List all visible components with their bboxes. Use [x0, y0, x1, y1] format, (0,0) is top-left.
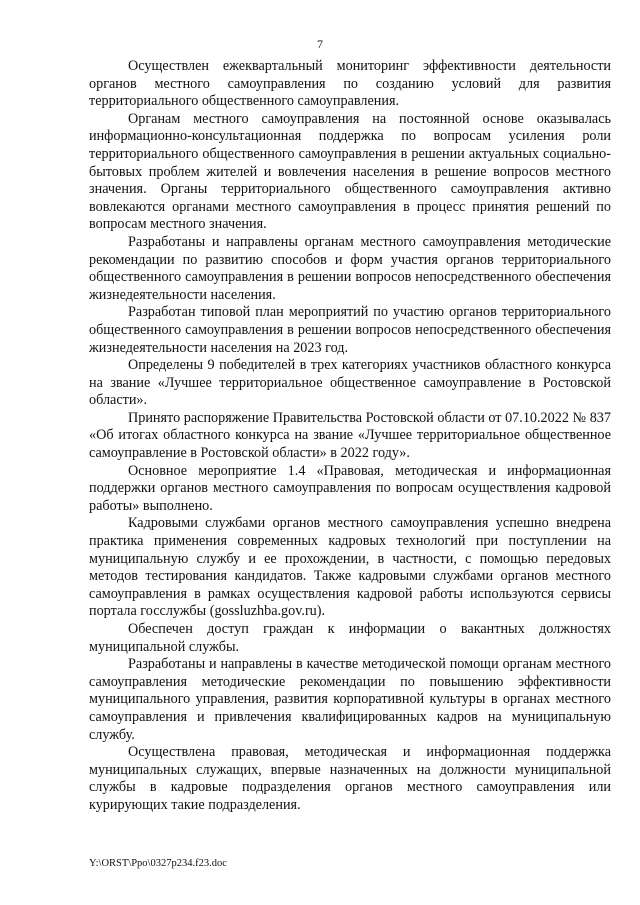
paragraph: Определены 9 победителей в трех категориях участников областного конкурса на звание «Лучшее территориальное общественное самоуправление в Ростовской области».	[89, 357, 611, 409]
paragraph: Кадровыми службами органов местного самоуправления успешно внедрена практика применения современных кадровых технологий при поступлении на муниципальную службу и ее прохождении, в частности, с помощью передовых методов тестирования кандидатов. Также кадровыми службами органов местного самоуправления в рамках осуществления кадровой работы используются сервисы портала госслужбы (gossluzhba.gov.ru).	[89, 515, 611, 620]
footer-file-path: Y:\ORST\Ppo\0327p234.f23.doc	[89, 858, 227, 869]
paragraph: Органам местного самоуправления на постоянной основе оказывалась информационно-консультационная поддержка по вопросам усиления роли территориального общественного самоуправления в решении актуальных социально-бытовых проблем жителей и вовлечения населения в решение вопросов местного значения. Органы территориального общественного самоуправления активно вовлекаются органами местного самоуправления в процесс принятия решений по вопросам местного значения.	[89, 110, 611, 233]
paragraph: Разработаны и направлены в качестве методической помощи органам местного самоуправления методические рекомендации по повышению эффективности муниципального управления, развития корпоративной культуры в органах местного самоуправления и привлечения квалифицированных кадров на муниципальную службу.	[89, 656, 611, 743]
paragraph: Осуществлена правовая, методическая и информационная поддержка муниципальных служащих, впервые назначенных на должности муниципальной службы в кадровые подразделения органов местного самоуправления или курирующих такие подразделения.	[89, 744, 611, 813]
paragraph: Осуществлен ежеквартальный мониторинг эффективности деятельности органов местного самоуправления по созданию условий для развития территориального общественного самоуправления.	[89, 58, 611, 110]
paragraph: Основное мероприятие 1.4 «Правовая, методическая и информационная поддержки органов местного самоуправления по вопросам осуществления кадровой работы» выполнено.	[89, 462, 611, 514]
paragraph: Принято распоряжение Правительства Ростовской области от 07.10.2022 № 837 «Об итогах областного конкурса на звание «Лучшее территориальное общественное самоуправление в Ростовской области» в 2022 году».	[89, 409, 611, 462]
paragraph: Обеспечен доступ граждан к информации о вакантных должностях муниципальной службы.	[89, 621, 611, 655]
document-body	[89, 58, 611, 815]
page-number: 7	[317, 37, 323, 51]
paragraph: Разработаны и направлены органам местного самоуправления методические рекомендации по развитию способов и форм участия органов территориального общественного самоуправления в решении вопросов непосредственного обеспечения жизнедеятельности населения.	[89, 233, 611, 303]
paragraph: Разработан типовой план мероприятий по участию органов территориального общественного самоуправления в решении вопросов непосредственного обеспечения жизнедеятельности населения на 2023 год.	[89, 304, 611, 356]
